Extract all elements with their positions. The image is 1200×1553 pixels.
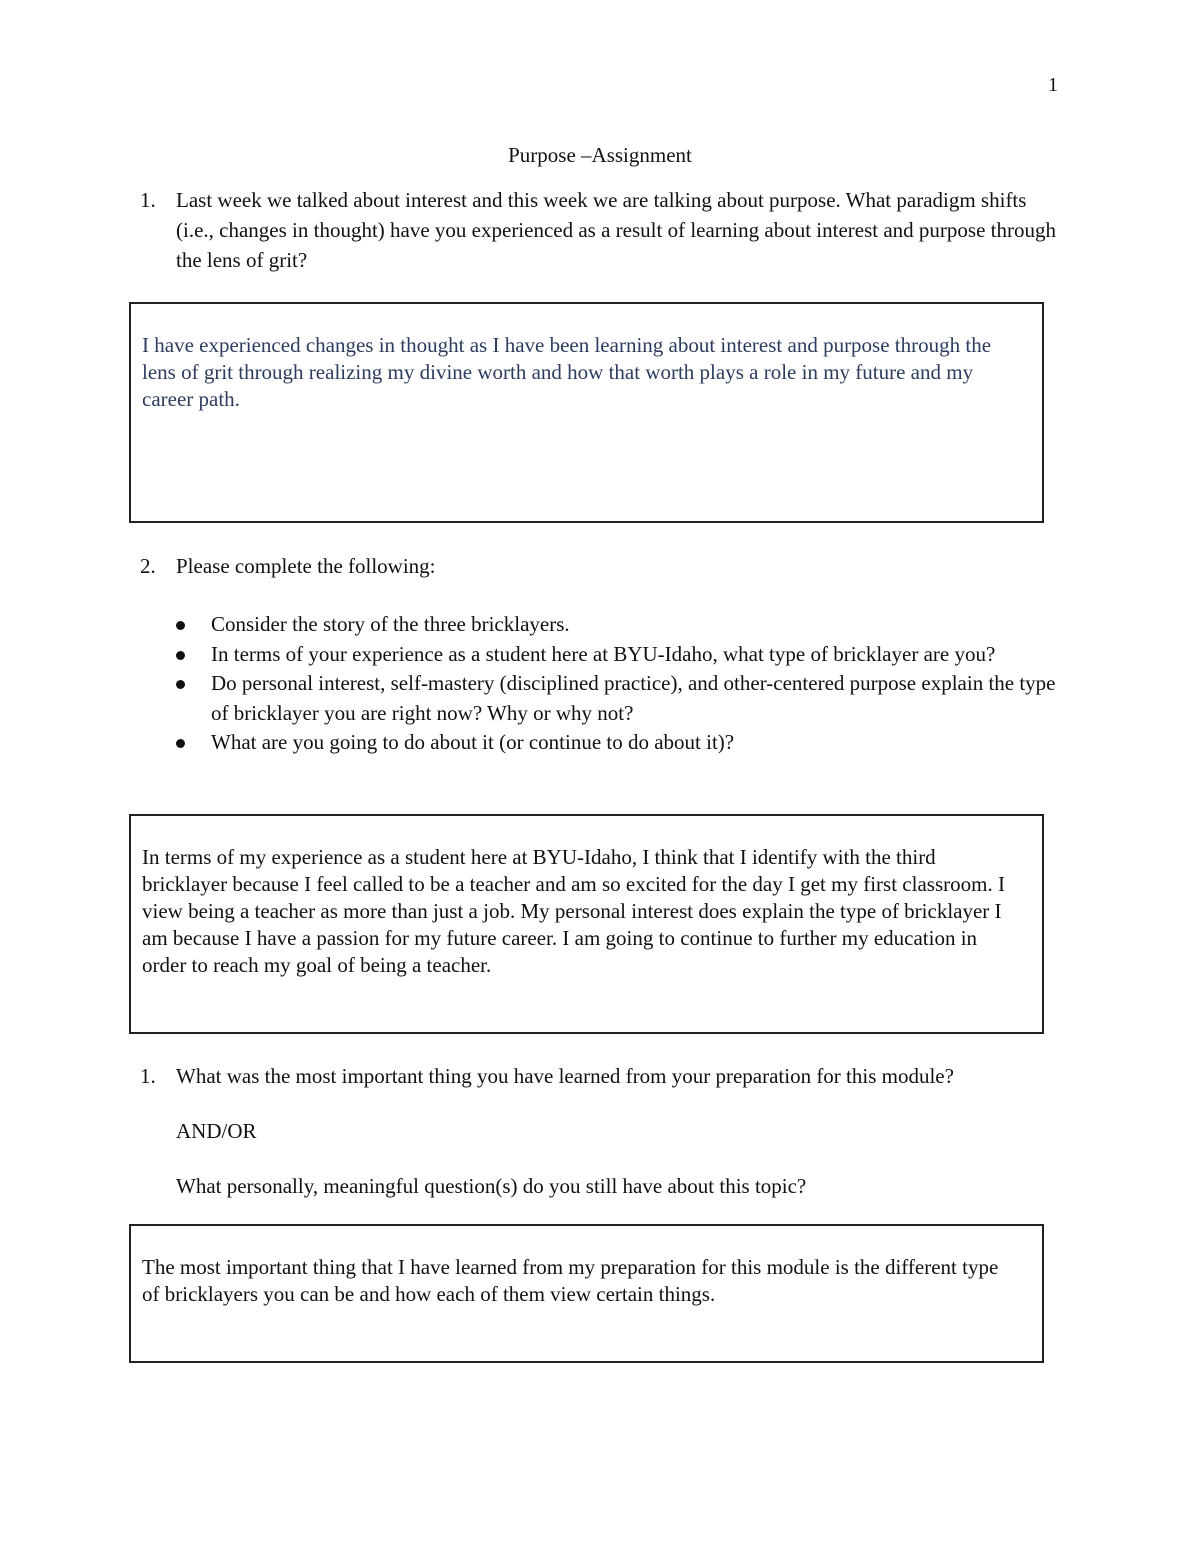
answer-box-3[interactable] — [129, 1224, 1044, 1363]
question-3-number: 1. — [140, 1064, 156, 1088]
question-2-bullet-list — [170, 610, 1060, 758]
bullet-item: Consider the story of the three bricklayers. — [170, 610, 1060, 640]
bullet-dot-icon — [176, 739, 185, 748]
question-3 — [140, 1061, 1060, 1091]
question-3-text: What was the most important thing you have learned from your preparation for this module? — [176, 1064, 954, 1088]
question-1 — [140, 185, 1060, 275]
document-title: Purpose –Assignment — [508, 143, 692, 167]
question-3-followup: What personally, meaningful question(s) do you still have about this topic? — [176, 1174, 807, 1198]
answer-box-1[interactable] — [129, 302, 1044, 523]
answer-1-text: I have experienced changes in thought as I have been learning about interest and purpose through the lens of grit through realizing my divine worth and how that worth plays a role in my future and my career path. — [142, 333, 992, 411]
bullet-item: Do personal interest, self-mastery (disciplined practice), and other-centered purpose explain the type of bricklayer you are right now? Why or why not? — [170, 669, 1060, 728]
answer-3-text: The most important thing that I have learned from my preparation for this module is the different type of bricklayers you can be and how each of them view certain things. — [142, 1255, 999, 1306]
question-1-text: Last week we talked about interest and this week we are talking about purpose. What paradigm shifts (i.e., changes in thought) have you experienced as a result of learning about interest and purpose through the lens of grit? — [176, 188, 1056, 272]
bullet-item: In terms of your experience as a student here at BYU-Idaho, what type of bricklayer are you? — [170, 640, 1060, 670]
bullet-dot-icon — [176, 621, 185, 630]
question-1-number: 1. — [140, 188, 156, 212]
question-2-number: 2. — [140, 554, 156, 578]
bullet-dot-icon — [176, 680, 185, 689]
question-2 — [140, 551, 1060, 581]
question-2-text: Please complete the following: — [176, 554, 436, 578]
answer-box-2[interactable] — [129, 814, 1044, 1034]
answer-2-text: In terms of my experience as a student here at BYU-Idaho, I think that I identify with the third bricklayer because I feel called to be a teacher and am so excited for the day I get my first classroom. I view being a teacher as more than just a job. My personal interest does explain the type of bricklayer I am because I have a passion for my future career. I am going to continue to further my education in order to reach my goal of being a teacher. — [142, 845, 1005, 977]
bullet-item: What are you going to do about it (or continue to do about it)? — [170, 728, 1060, 758]
page-number: 1 — [1048, 74, 1058, 96]
and-or-connector: AND/OR — [176, 1119, 257, 1143]
bullet-dot-icon — [176, 651, 185, 660]
